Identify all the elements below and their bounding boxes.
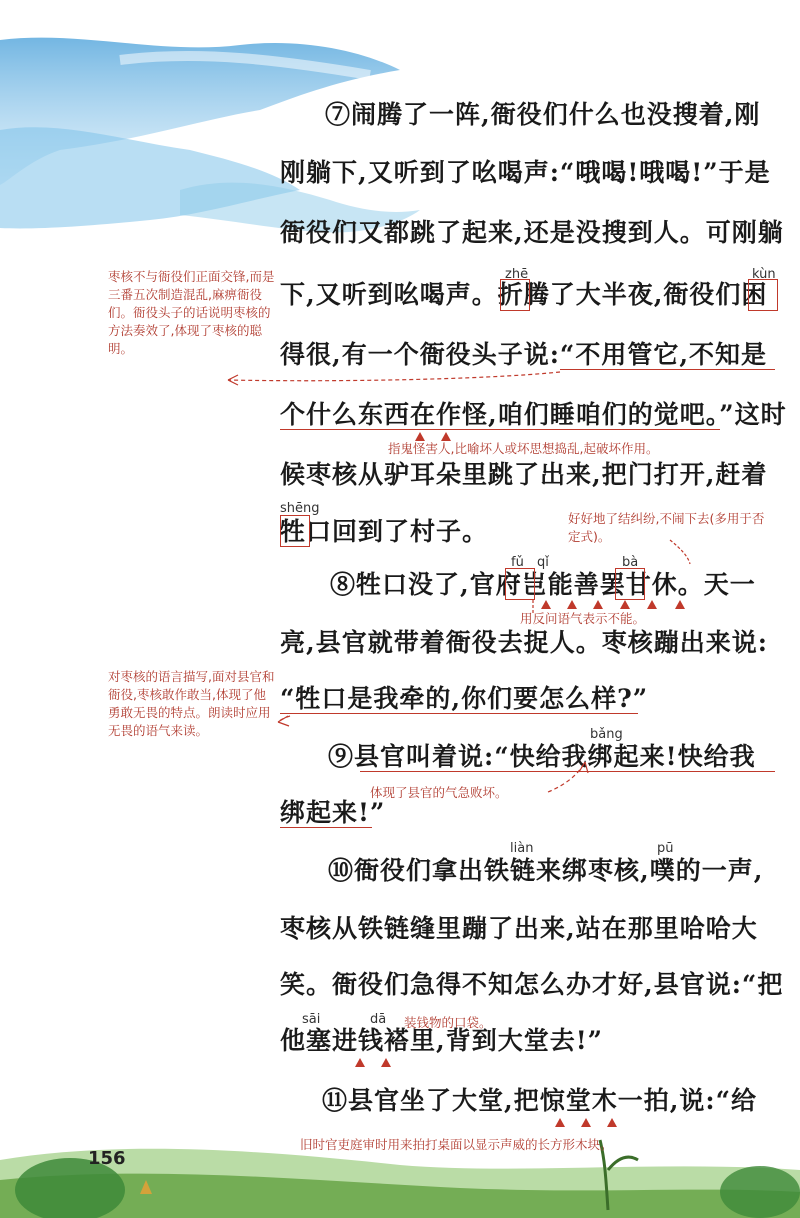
marker-triangle (581, 1118, 591, 1127)
text-line: 刚躺下,又听到了吆喝声:“哦喝!哦喝!”于是 (280, 158, 771, 187)
text-line: 亮,县官就带着衙役去捉人。枣核蹦出来说: (280, 628, 768, 657)
text-line: 枣核从铁链缝里蹦了出来,站在那里哈哈大 (280, 914, 758, 943)
underline (280, 713, 638, 714)
marker-triangle (541, 600, 551, 609)
text-line: 衙役们又都跳了起来,还是没搜到人。可刚躺 (280, 218, 784, 247)
note-qizhai: 体现了县官的气急败坏。 (370, 785, 508, 800)
char-box-sheng (280, 515, 310, 547)
grass-illustration (0, 1120, 800, 1218)
pinyin-fu: fǔ (511, 555, 524, 570)
pinyin-bang: bǎng (590, 727, 623, 742)
marker-triangle (381, 1058, 391, 1067)
text-line: 牲口回到了村子。 (280, 517, 489, 546)
text-line: 下,又听到吆喝声。折腾了大半夜,衙役们困 (280, 280, 768, 309)
pinyin-qi: qǐ (537, 555, 549, 570)
underline (360, 771, 775, 772)
text-line: ⑨县官叫着说:“快给我绑起来!快给我 (328, 742, 756, 771)
underline (280, 827, 372, 828)
marker-triangle (607, 1118, 617, 1127)
char-box-zhe (500, 279, 530, 311)
text-line: 他塞进钱褡里,背到大堂去!” (280, 1026, 604, 1055)
char-box-kun (748, 279, 778, 311)
underline (560, 369, 775, 370)
note-zuoguai: 指鬼怪害人,比喻坏人或坏思想捣乱,起破坏作用。 (388, 441, 659, 456)
side-note-cleverness: 枣核不与衙役们正面交锋,而是三番五次制造混乱,麻痹衙役们。衙役头子的话说明枣核的方法奏效了,体现了枣核的聪明。 (108, 269, 275, 356)
text-line: 得很,有一个衙役头子说:“不用管它,不知是 (280, 340, 768, 369)
pinyin-sai: sāi (302, 1012, 321, 1027)
marker-triangle (647, 600, 657, 609)
text-line: 个什么东西在作怪,咱们睡咱们的觉吧。”这时 (280, 400, 787, 429)
text-line: “牲口是我牵的,你们要怎么样?” (280, 684, 649, 713)
marker-triangle (675, 600, 685, 609)
text-line: 笑。衙役们急得不知怎么办才好,县官说:“把 (280, 970, 784, 999)
text-line: 候枣核从驴耳朵里跳了出来,把门打开,赶着 (280, 460, 768, 489)
pinyin-zhe: zhē (505, 267, 529, 282)
note-jingtangmu: 旧时官吏庭审时用来拍打桌面以显示声威的长方形木块。 (300, 1137, 613, 1152)
pinyin-kun: kùn (752, 267, 776, 282)
pinyin-pu: pū (657, 841, 674, 856)
marker-triangle (555, 1118, 565, 1127)
pinyin-lian: liàn (510, 841, 534, 856)
marker-triangle (355, 1058, 365, 1067)
marker-triangle (620, 600, 630, 609)
note-qi: 用反问语气表示不能。 (520, 611, 646, 626)
char-box-fu (505, 568, 535, 600)
marker-triangle (593, 600, 603, 609)
text-line: ⑧牲口没了,官府岂能善罢甘休。天一 (330, 570, 756, 599)
pinyin-da: dā (370, 1012, 387, 1027)
text-line: ⑦闹腾了一阵,衙役们什么也没搜着,刚 (325, 100, 761, 129)
text-line: 绑起来!” (280, 798, 386, 827)
page-number: 156 (88, 1148, 126, 1169)
side-note-bravery: 对枣核的语言描写,面对县官和衙役,枣核敢作敢当,体现了他勇敢无畏的特点。朗读时应用无畏的语气来读。 (108, 669, 275, 738)
underline (280, 429, 720, 430)
note-shanbaganxiu: 好好地了结纠纷,不闹下去(多用于否定式)。 (568, 511, 765, 544)
note-qianda: 装钱物的口袋。 (404, 1015, 492, 1030)
pinyin-ba: bà (622, 555, 639, 570)
text-line: ⑩衙役们拿出铁链来绑枣核,噗的一声, (328, 856, 764, 885)
text-line: ⑪县官坐了大堂,把惊堂木一拍,说:“给 (322, 1086, 758, 1115)
char-box-ba (615, 568, 645, 600)
pinyin-sheng: shēng (280, 501, 320, 516)
marker-triangle (567, 600, 577, 609)
